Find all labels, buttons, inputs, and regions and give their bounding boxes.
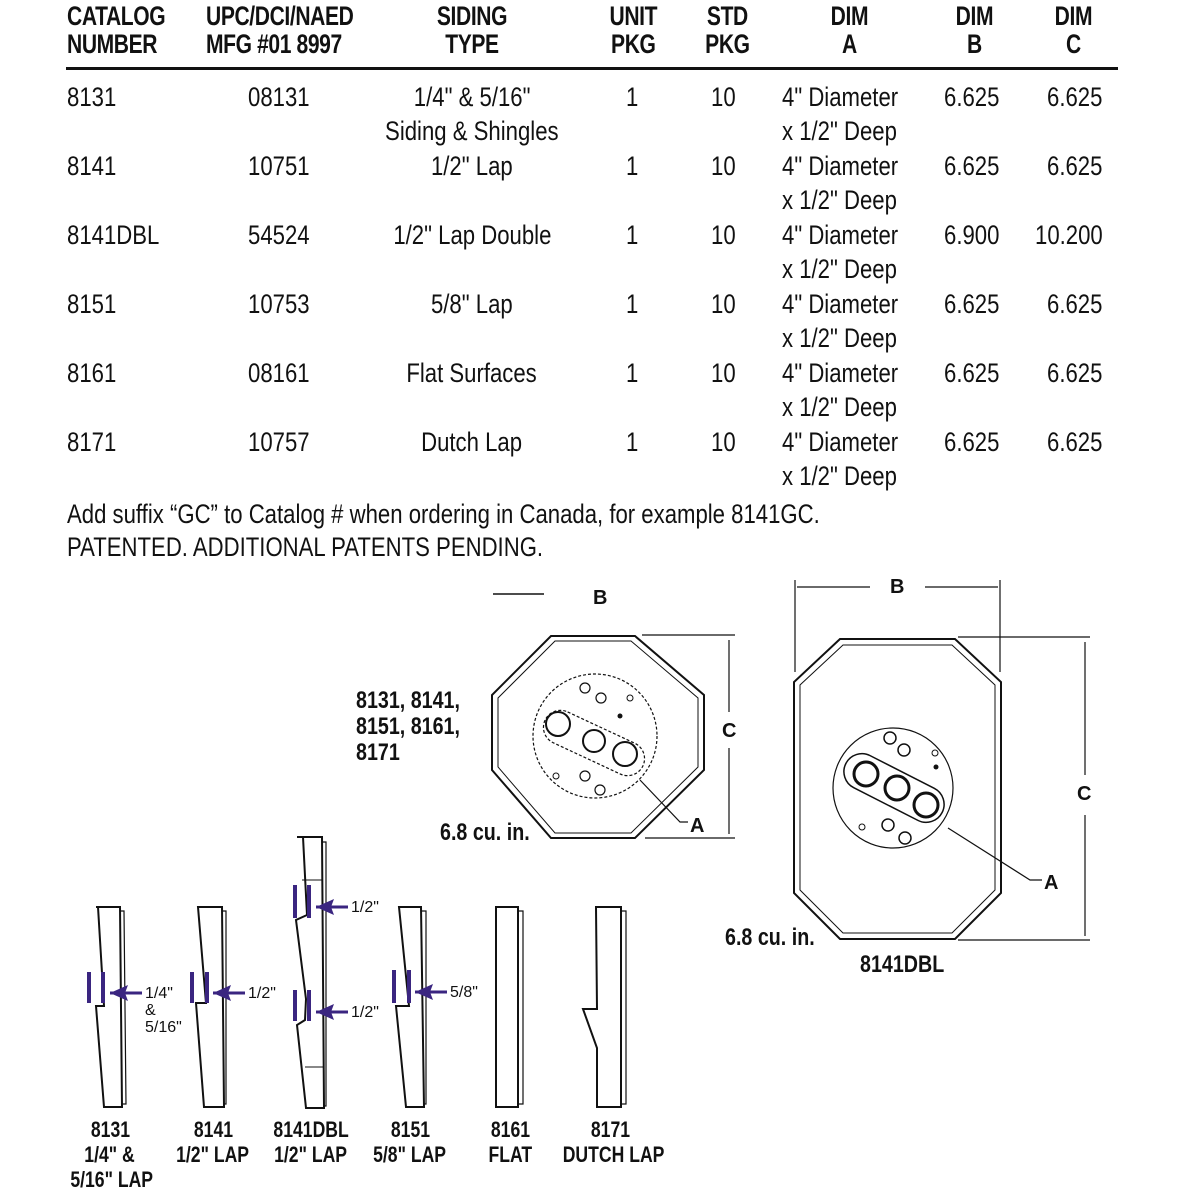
cell-unit-pkg: 1 [626, 82, 639, 112]
cell-catalog: 8151 [67, 289, 117, 319]
cell-dim-a: 4" Diameter [782, 151, 899, 181]
header-line: A [841, 29, 857, 59]
siding-line: 1/2" Lap Double [392, 220, 552, 250]
siding-line: Siding & Shingles [385, 116, 559, 146]
callout-line: & [145, 1002, 156, 1019]
profile-8141dbl-callout-bottom: 1/2" [351, 1004, 379, 1021]
models-line: 8131, 8141, [356, 687, 460, 714]
cell-dim-a: 4" Diameter [782, 358, 899, 388]
profile-8151-callout: 5/8" [450, 984, 478, 1001]
header-line: C [1065, 29, 1081, 59]
siding-line: 1/4" & 5/16" [413, 82, 531, 112]
cell-catalog: 8141 [67, 151, 117, 181]
header-line: UPC/DCI/NAED [206, 1, 354, 31]
callout-line: 5/16" [145, 1019, 182, 1036]
siding-line: Dutch Lap [421, 427, 523, 457]
header-line: NUMBER [67, 29, 158, 59]
profile-8171-caption [550, 1117, 670, 1167]
header-line: STD [706, 1, 748, 31]
double-dim-a-label: A [1044, 872, 1059, 894]
cell-std-pkg: 10 [711, 220, 736, 250]
octagon-volume-label: 6.8 cu. in. [440, 819, 530, 846]
caption-model: 8161 [490, 1117, 530, 1142]
header-line: CATALOG [67, 1, 166, 31]
header-line: DIM [830, 1, 869, 31]
cell-dim-b: 6.625 [944, 358, 1000, 388]
cell-dim-a: 4" Diameter [782, 220, 899, 250]
cell-dim-c: 6.625 [1047, 82, 1103, 112]
profile-8141-callout: 1/2" [248, 985, 276, 1002]
cell-std-pkg: 10 [711, 82, 736, 112]
double-model-label: 8141DBL [860, 951, 945, 978]
profile-8141-caption [163, 1117, 263, 1167]
cell-dim-a: x 1/2" Deep [782, 461, 897, 491]
profile-8151-caption [360, 1117, 460, 1167]
siding-line: 5/8" Lap [431, 289, 513, 319]
cell-std-pkg: 10 [711, 151, 736, 181]
cell-catalog: 8141DBL [67, 220, 160, 250]
cell-dim-a: x 1/2" Deep [782, 116, 897, 146]
caption-line: 5/8" LAP [373, 1142, 447, 1167]
double-dim-b-label: B [890, 576, 905, 598]
profile-8131-callout [145, 985, 182, 1036]
caption-model: 8171 [590, 1117, 630, 1142]
cell-dim-c: 6.625 [1047, 358, 1103, 388]
cell-unit-pkg: 1 [626, 427, 639, 457]
cell-dim-a: x 1/2" Deep [782, 254, 897, 284]
caption-model: 8131 [90, 1117, 130, 1142]
patent-note: PATENTED. ADDITIONAL PATENTS PENDING. [67, 532, 544, 562]
caption-line: 1/2" LAP [274, 1142, 348, 1167]
cell-upc: 10757 [248, 427, 310, 457]
cell-upc: 10751 [248, 151, 310, 181]
cell-unit-pkg: 1 [626, 220, 639, 250]
models-line: 8151, 8161, [356, 713, 460, 740]
caption-model: 8151 [390, 1117, 430, 1142]
cell-dim-a: 4" Diameter [782, 82, 899, 112]
double-dim-c-label: C [1077, 783, 1092, 805]
header-line: MFG #01 8997 [206, 29, 342, 59]
header-line: TYPE [445, 29, 499, 59]
cell-dim-b: 6.625 [944, 427, 1000, 457]
cell-unit-pkg: 1 [626, 289, 639, 319]
cell-dim-c: 10.200 [1035, 220, 1103, 250]
octagon-dim-a-label: A [690, 815, 705, 837]
caption-line: 1/4" & [84, 1142, 136, 1167]
cell-std-pkg: 10 [711, 289, 736, 319]
cell-upc: 08161 [248, 358, 310, 388]
header-line: PKG [705, 29, 750, 59]
caption-line: DUTCH LAP [562, 1142, 665, 1167]
caption-model: 8141DBL [273, 1117, 349, 1142]
cell-catalog: 8161 [67, 358, 117, 388]
caption-line: 5/16" LAP [70, 1167, 154, 1192]
cell-dim-c: 6.625 [1047, 289, 1103, 319]
profile-8131-caption [60, 1117, 160, 1192]
header-line: B [966, 29, 982, 59]
siding-line: 1/2" Lap [431, 151, 513, 181]
cell-dim-b: 6.625 [944, 151, 1000, 181]
cell-upc: 54524 [248, 220, 310, 250]
siding-line: Flat Surfaces [406, 358, 538, 388]
cell-std-pkg: 10 [711, 427, 736, 457]
cell-catalog: 8131 [67, 82, 117, 112]
profile-8161-caption [470, 1117, 550, 1167]
octagon-dim-c-label: C [722, 720, 737, 742]
cell-dim-a: 4" Diameter [782, 427, 899, 457]
caption-line: 1/2" LAP [176, 1142, 250, 1167]
header-line: PKG [611, 29, 656, 59]
caption-model: 8141 [193, 1117, 233, 1142]
cell-unit-pkg: 1 [626, 358, 639, 388]
caption-line: FLAT [488, 1142, 532, 1167]
header-line: UNIT [609, 1, 658, 31]
cell-dim-a: x 1/2" Deep [782, 323, 897, 353]
profile-8141dbl-caption [256, 1117, 366, 1167]
cell-dim-b: 6.625 [944, 289, 1000, 319]
cell-dim-c: 6.625 [1047, 427, 1103, 457]
cell-dim-a: x 1/2" Deep [782, 185, 897, 215]
profile-8141dbl-callout-top: 1/2" [351, 899, 379, 916]
cell-catalog: 8171 [67, 427, 117, 457]
header-line: DIM [1054, 1, 1093, 31]
cell-dim-b: 6.625 [944, 82, 1000, 112]
cell-upc: 08131 [248, 82, 310, 112]
cell-dim-a: x 1/2" Deep [782, 392, 897, 422]
cell-unit-pkg: 1 [626, 151, 639, 181]
callout-line: 1/4" [145, 985, 173, 1002]
cell-dim-c: 6.625 [1047, 151, 1103, 181]
cell-std-pkg: 10 [711, 358, 736, 388]
header-line: SIDING [436, 1, 508, 31]
header-line: DIM [955, 1, 994, 31]
double-volume-label: 6.8 cu. in. [725, 924, 815, 951]
cell-upc: 10753 [248, 289, 310, 319]
models-line: 8171 [356, 739, 400, 766]
cell-dim-b: 6.900 [944, 220, 1000, 250]
cell-dim-a: 4" Diameter [782, 289, 899, 319]
canada-ordering-note: Add suffix “GC” to Catalog # when ordering in Canada, for example 8141GC. [67, 499, 820, 529]
octagon-dim-b-label: B [593, 587, 608, 609]
